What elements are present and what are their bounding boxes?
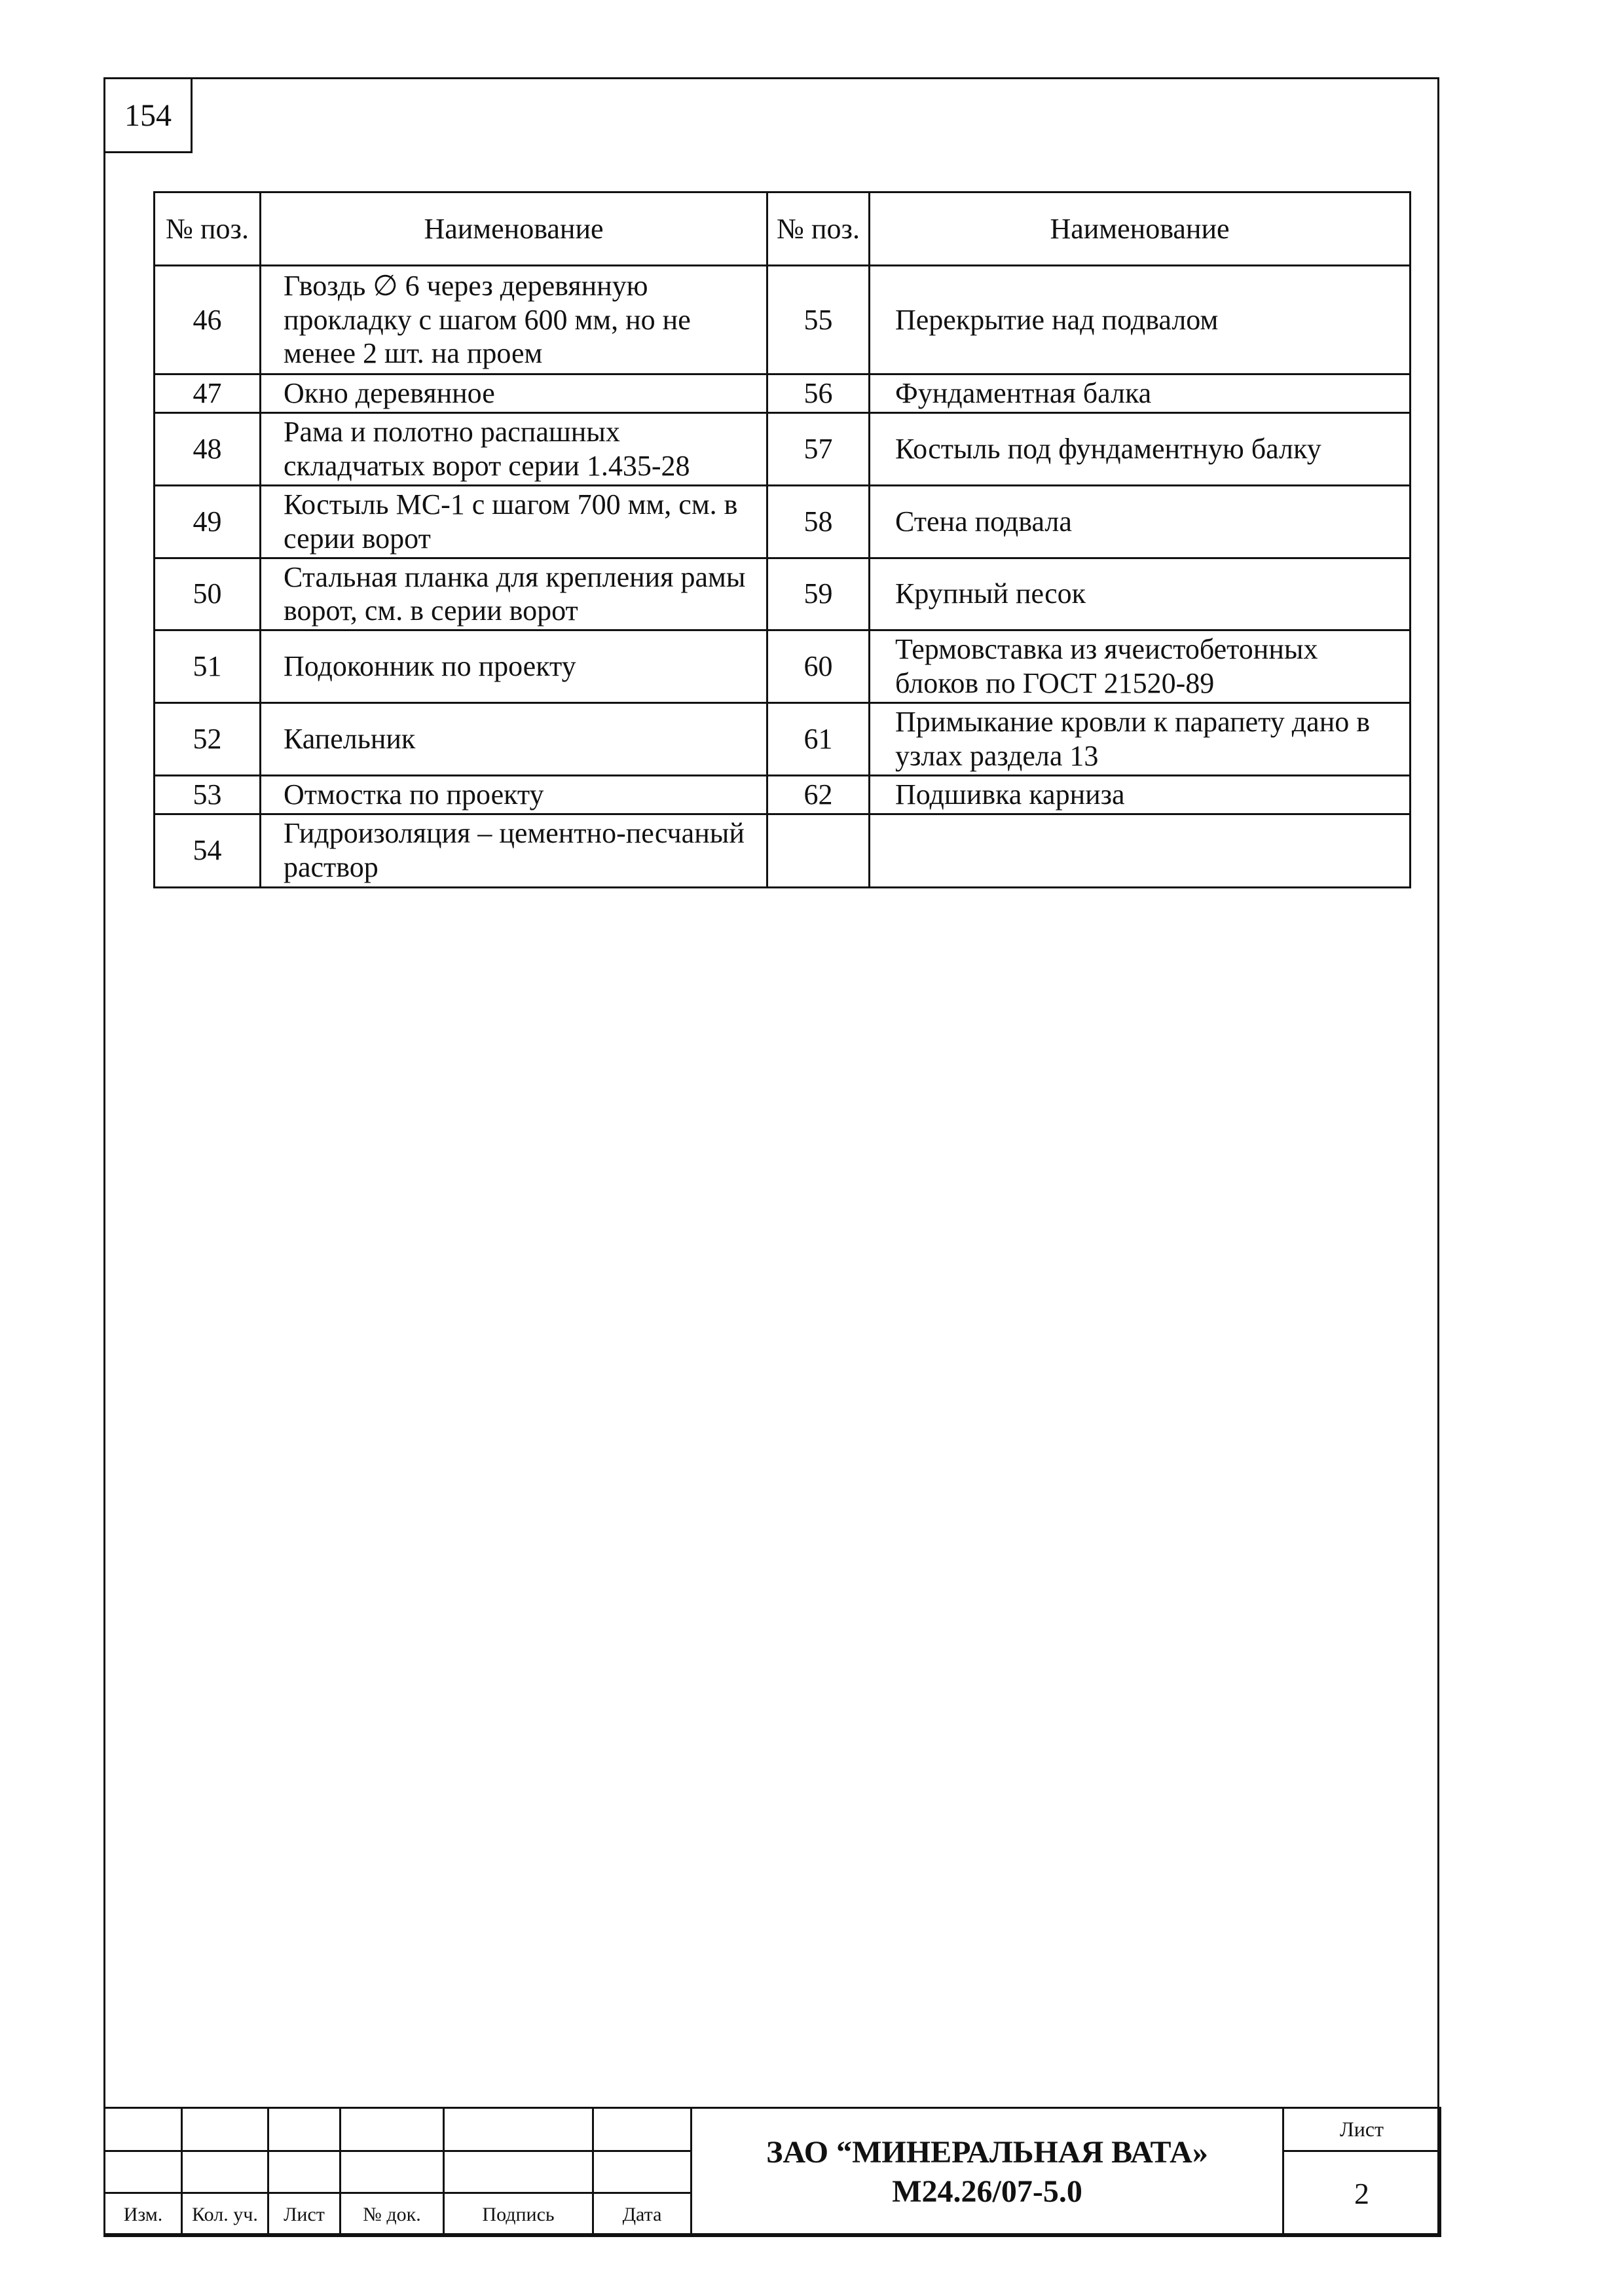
row-name-right: Крупный песок: [870, 558, 1411, 630]
stamp-cell: [444, 2151, 593, 2193]
row-name-right: Фундаментная балка: [870, 374, 1411, 413]
table-row: [155, 630, 1411, 703]
header-name-left: Наименование: [261, 192, 767, 266]
row-pos-right: 60: [767, 630, 870, 703]
row-pos-left: 46: [155, 266, 261, 374]
row-pos-left: 47: [155, 374, 261, 413]
stamp-cell: [341, 2151, 444, 2193]
header-name-right: Наименование: [870, 192, 1411, 266]
row-name-left: Стальная планка для крепления рамы ворот, см. в серии ворот: [261, 558, 767, 630]
table-row: [155, 775, 1411, 814]
row-name-right: Костыль под фундаментную балку: [870, 412, 1411, 485]
specification-table: [153, 191, 1411, 888]
stamp-cell: [341, 2108, 444, 2151]
stamp-cell: [105, 2151, 182, 2193]
stamp-cell: [268, 2151, 341, 2193]
table-row: [155, 374, 1411, 413]
row-name-left: Гидроизоляция – цементно-песчаный раствор: [261, 814, 767, 887]
row-name-right: Примыкание кровли к парапету дано в узлах раздела 13: [870, 703, 1411, 776]
row-pos-left: 54: [155, 814, 261, 887]
header-pos-right: № поз.: [767, 192, 870, 266]
row-name-right: Перекрытие над подвалом: [870, 266, 1411, 374]
stamp-label-izm: Изм.: [105, 2193, 182, 2236]
document-code: М24.26/07-5.0: [892, 2174, 1082, 2209]
stamp-cell: [182, 2108, 268, 2151]
title-block: [103, 2107, 1441, 2237]
stamp-label-doc-no: № док.: [341, 2193, 444, 2236]
stamp-cell: [444, 2108, 593, 2151]
row-name-left: Окно деревянное: [261, 374, 767, 413]
row-pos-left: 53: [155, 775, 261, 814]
stamp-cell: [268, 2108, 341, 2151]
table-row: [155, 485, 1411, 558]
row-pos-right: 61: [767, 703, 870, 776]
row-pos-right: [767, 814, 870, 887]
table-header-row: [155, 192, 1411, 266]
stamp-cell: [105, 2108, 182, 2151]
page-number: 154: [103, 77, 193, 153]
table-body: [155, 266, 1411, 888]
row-name-right: Стена подвала: [870, 485, 1411, 558]
row-name-left: Капельник: [261, 703, 767, 776]
sheet-label: Лист: [1283, 2108, 1441, 2151]
stamp-cell: [593, 2108, 692, 2151]
row-name-left: Подоконник по проекту: [261, 630, 767, 703]
stamp-label-kol-uch: Кол. уч.: [182, 2193, 268, 2236]
table-row: [155, 814, 1411, 887]
row-name-right: Термовставка из ячеистобетонных блоков по ГОСТ 21520-89: [870, 630, 1411, 703]
row-name-left: Гвоздь ∅ 6 через деревянную прокладку с шагом 600 мм, но не менее 2 шт. на проем: [261, 266, 767, 374]
row-pos-right: 55: [767, 266, 870, 374]
header-pos-left: № поз.: [155, 192, 261, 266]
row-pos-left: 50: [155, 558, 261, 630]
row-pos-right: 57: [767, 412, 870, 485]
stamp-label-podpis: Подпись: [444, 2193, 593, 2236]
row-name-right: [870, 814, 1411, 887]
organization-block: [692, 2108, 1283, 2236]
row-pos-left: 52: [155, 703, 261, 776]
row-name-left: Рама и полотно распашных складчатых ворот серии 1.435-28: [261, 412, 767, 485]
stamp-label-data: Дата: [593, 2193, 692, 2236]
sheet-number: 2: [1283, 2151, 1441, 2236]
table-row: [155, 703, 1411, 776]
row-pos-right: 62: [767, 775, 870, 814]
organization-name: ЗАО “МИНЕРАЛЬНАЯ ВАТА»: [766, 2134, 1208, 2170]
row-name-left: Отмостка по проекту: [261, 775, 767, 814]
row-pos-right: 56: [767, 374, 870, 413]
table-row: [155, 412, 1411, 485]
row-pos-left: 51: [155, 630, 261, 703]
row-pos-right: 59: [767, 558, 870, 630]
row-pos-left: 49: [155, 485, 261, 558]
stamp-cell: [593, 2151, 692, 2193]
stamp-cell: [182, 2151, 268, 2193]
row-pos-right: 58: [767, 485, 870, 558]
table-row: [155, 266, 1411, 374]
row-name-right: Подшивка карниза: [870, 775, 1411, 814]
table-row: [155, 558, 1411, 630]
stamp-label-list: Лист: [268, 2193, 341, 2236]
row-pos-left: 48: [155, 412, 261, 485]
row-name-left: Костыль МС-1 с шагом 700 мм, см. в серии ворот: [261, 485, 767, 558]
